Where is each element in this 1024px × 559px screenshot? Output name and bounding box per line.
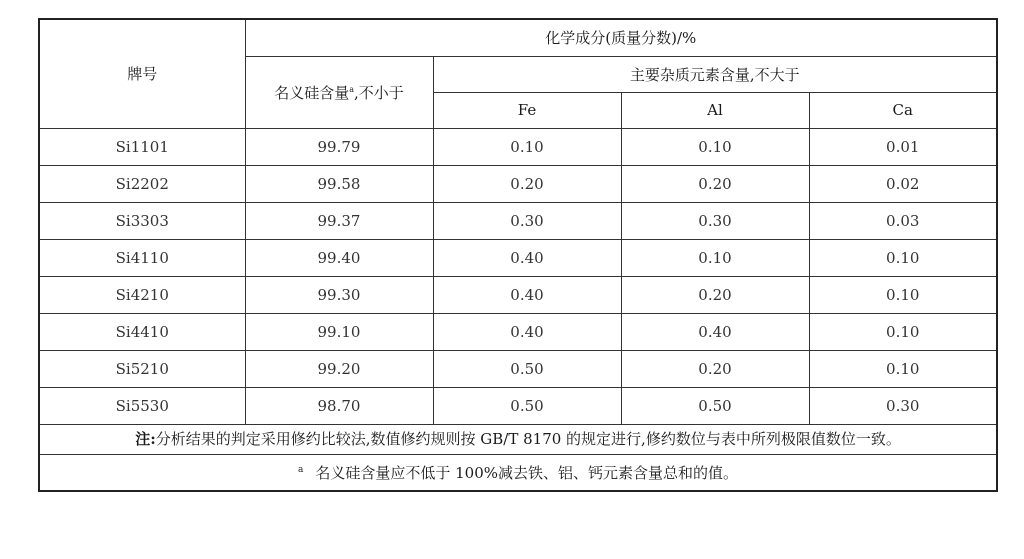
cell-fe: 0.50 bbox=[433, 350, 621, 387]
cell-fe: 0.50 bbox=[433, 387, 621, 424]
cell-ca: 0.03 bbox=[809, 202, 997, 239]
table-row bbox=[39, 276, 997, 313]
footnote-a-mark: a bbox=[349, 84, 354, 94]
cell-ca: 0.10 bbox=[809, 313, 997, 350]
cell-al: 0.20 bbox=[621, 165, 809, 202]
cell-al: 0.10 bbox=[621, 128, 809, 165]
table-footnote-row bbox=[39, 454, 997, 491]
cell-grade: Si2202 bbox=[39, 165, 245, 202]
spec-table-container bbox=[38, 18, 996, 492]
cell-ca: 0.02 bbox=[809, 165, 997, 202]
table-note-row bbox=[39, 424, 997, 454]
table-row bbox=[39, 350, 997, 387]
note-label: 注: bbox=[135, 429, 156, 448]
table-row bbox=[39, 165, 997, 202]
cell-grade: Si3303 bbox=[39, 202, 245, 239]
cell-fe: 0.40 bbox=[433, 313, 621, 350]
table-row bbox=[39, 313, 997, 350]
cell-si: 99.79 bbox=[245, 128, 433, 165]
header-nominal-si bbox=[245, 56, 433, 128]
cell-ca: 0.10 bbox=[809, 239, 997, 276]
cell-al: 0.40 bbox=[621, 313, 809, 350]
table-row bbox=[39, 128, 997, 165]
cell-ca: 0.30 bbox=[809, 387, 997, 424]
header-grade: 牌号 bbox=[39, 19, 245, 128]
header-fe: Fe bbox=[433, 92, 621, 128]
cell-grade: Si5210 bbox=[39, 350, 245, 387]
cell-si: 98.70 bbox=[245, 387, 433, 424]
table-row bbox=[39, 239, 997, 276]
cell-al: 0.20 bbox=[621, 276, 809, 313]
table-footnote bbox=[39, 454, 997, 491]
cell-al: 0.50 bbox=[621, 387, 809, 424]
cell-fe: 0.10 bbox=[433, 128, 621, 165]
cell-al: 0.10 bbox=[621, 239, 809, 276]
cell-fe: 0.40 bbox=[433, 239, 621, 276]
cell-si: 99.20 bbox=[245, 350, 433, 387]
cell-al: 0.20 bbox=[621, 350, 809, 387]
cell-ca: 0.10 bbox=[809, 350, 997, 387]
cell-si: 99.10 bbox=[245, 313, 433, 350]
cell-grade: Si5530 bbox=[39, 387, 245, 424]
header-nominal-si-suffix: ,不小于 bbox=[354, 83, 404, 102]
table-row bbox=[39, 387, 997, 424]
cell-ca: 0.10 bbox=[809, 276, 997, 313]
header-composition: 化学成分(质量分数)/% bbox=[245, 19, 997, 56]
cell-al: 0.30 bbox=[621, 202, 809, 239]
cell-grade: Si4210 bbox=[39, 276, 245, 313]
header-al: Al bbox=[621, 92, 809, 128]
cell-si: 99.40 bbox=[245, 239, 433, 276]
table-row bbox=[39, 202, 997, 239]
chemical-composition-table bbox=[38, 18, 998, 492]
cell-fe: 0.30 bbox=[433, 202, 621, 239]
cell-si: 99.37 bbox=[245, 202, 433, 239]
header-impurities: 主要杂质元素含量,不大于 bbox=[433, 56, 997, 92]
cell-grade: Si4110 bbox=[39, 239, 245, 276]
note-text: 分析结果的判定采用修约比较法,数值修约规则按 GB/T 8170 的规定进行,修约数位与表中所列极限值数位一致。 bbox=[155, 429, 901, 448]
cell-fe: 0.40 bbox=[433, 276, 621, 313]
cell-grade: Si4410 bbox=[39, 313, 245, 350]
header-nominal-si-prefix: 名义硅含量 bbox=[274, 83, 350, 102]
cell-grade: Si1101 bbox=[39, 128, 245, 165]
cell-si: 99.30 bbox=[245, 276, 433, 313]
footnote-mark: a bbox=[297, 464, 304, 475]
table-note bbox=[39, 424, 997, 454]
footnote-text: 名义硅含量应不低于 100%减去铁、铝、钙元素含量总和的值。 bbox=[315, 463, 739, 482]
header-ca: Ca bbox=[809, 92, 997, 128]
cell-ca: 0.01 bbox=[809, 128, 997, 165]
cell-si: 99.58 bbox=[245, 165, 433, 202]
cell-fe: 0.20 bbox=[433, 165, 621, 202]
